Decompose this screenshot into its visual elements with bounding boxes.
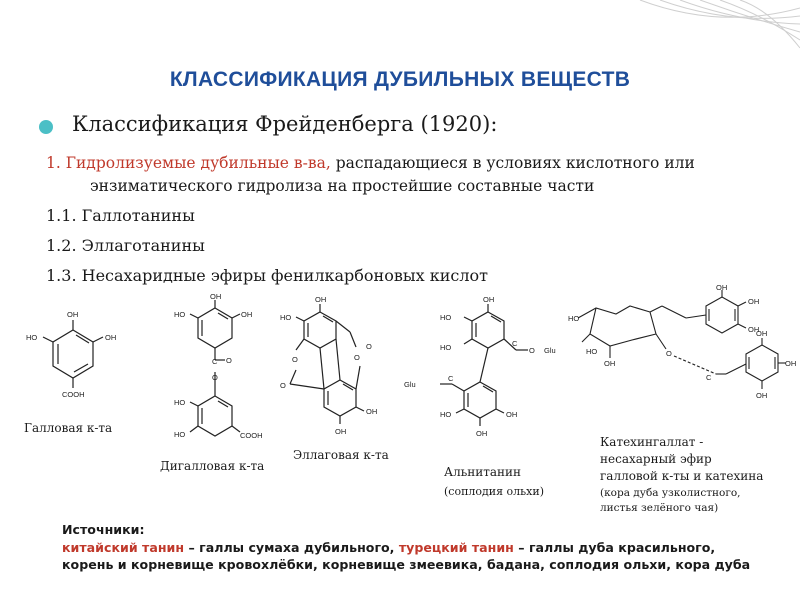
- corner-decoration: [580, 0, 800, 70]
- sources-line: [62, 539, 750, 557]
- item-ellagitannins: 1.2. Эллаготанины: [46, 236, 205, 255]
- item-nonsugar-esters: 1.3. Несахаридные эфиры фенилкарбоновых кислот: [46, 266, 488, 285]
- sources-line: корень и корневище кровохлёбки, корневище змеевика, бадана, соплодия ольхи, кора дуба: [62, 557, 751, 572]
- ho-label: HO: [586, 347, 598, 356]
- ho-label: HO: [280, 313, 292, 322]
- category-1-highlight: 1. Гидролизуемые дубильные в-ва,: [46, 154, 331, 172]
- ho-label: HO: [440, 343, 452, 352]
- category-1-line: [46, 154, 695, 172]
- category-1-rest: распадающиеся в условиях кислотного или: [330, 154, 695, 172]
- o-label: O: [280, 381, 286, 390]
- ho-label: HO: [568, 314, 580, 323]
- catechin-line: Катехингаллат -: [600, 435, 704, 449]
- o-label: O: [212, 373, 218, 382]
- o-label: O: [226, 356, 232, 365]
- catechin-line: галловой к-ты и катехина: [600, 469, 764, 483]
- c-label: C: [512, 339, 518, 348]
- catechin-gallate-structure: [566, 284, 800, 424]
- oh-label: OH: [476, 429, 488, 438]
- ho-label: HO: [440, 410, 452, 419]
- ho-label: HO: [174, 310, 186, 319]
- label-alnitanin: Альнитанин: [444, 465, 522, 479]
- digallic-acid-structure: [160, 292, 290, 457]
- glu-label: Glu: [544, 346, 556, 355]
- catechin-note-line: (кора дуба узколистного,: [600, 487, 741, 499]
- oh-label: OH: [506, 410, 518, 419]
- label-digallic-acid: Дигалловая к-та: [160, 459, 265, 473]
- cooh-label: COOH: [62, 390, 85, 399]
- o-label: O: [529, 346, 535, 355]
- oh-label: OH: [241, 310, 253, 319]
- oh-label: OH: [105, 333, 117, 342]
- oh-label: OH: [756, 391, 768, 400]
- oh-label: OH: [315, 295, 327, 304]
- o-label: O: [292, 355, 298, 364]
- oh-label: OH: [366, 407, 378, 416]
- alnitanin-structure: [400, 292, 570, 452]
- slide-title: КЛАССИФИКАЦИЯ ДУБИЛЬНЫХ ВЕЩЕСТВ: [169, 68, 631, 91]
- category-1-line2: энзиматического гидролиза на простейшие составные части: [90, 177, 595, 195]
- ho-label: HO: [174, 430, 186, 439]
- chinese-tannin: китайский танин: [62, 539, 185, 555]
- label-gallic-acid: Галловая к-та: [24, 421, 113, 435]
- sources-text: – галлы дуба красильного,: [513, 539, 716, 555]
- catechin-note-line: листья зелёного чая): [600, 502, 719, 514]
- c-label: C: [706, 373, 712, 382]
- glu-label: Glu: [404, 380, 416, 389]
- oh-label: OH: [335, 427, 347, 436]
- sources-text: – галлы сумаха дубильного,: [184, 539, 399, 555]
- cooh-label: COOH: [240, 431, 263, 440]
- ho-label: HO: [174, 398, 186, 407]
- oh-label: OH: [785, 359, 797, 368]
- oh-label: OH: [210, 292, 222, 301]
- gallic-acid-structure: [18, 300, 148, 420]
- label-catechin-gallate: [600, 434, 800, 485]
- ho-label: HO: [440, 313, 452, 322]
- c-label: C: [448, 374, 454, 383]
- label-catechin-note: [600, 486, 800, 516]
- oh-label: OH: [716, 284, 728, 292]
- ho-label: HO: [26, 333, 38, 342]
- turkish-tannin: турецкий танин: [398, 539, 514, 555]
- c-label: C: [212, 357, 218, 366]
- catechin-line: несахарный эфир: [600, 452, 712, 466]
- bullet-icon: [39, 120, 53, 134]
- sources-label: Источники:: [62, 522, 145, 537]
- o-label: O: [354, 353, 360, 362]
- oh-label: OH: [748, 325, 760, 334]
- oh-label: OH: [756, 329, 768, 338]
- sources-block: [62, 521, 750, 574]
- oh-label: OH: [748, 297, 760, 306]
- oh-label: OH: [67, 310, 79, 319]
- label-ellagic-acid: Эллаговая к-та: [293, 448, 389, 462]
- o-label: O: [366, 342, 372, 351]
- label-alnitanin-note: (соплодия ольхи): [444, 485, 544, 498]
- item-gallotannins: 1.1. Галлотанины: [46, 206, 195, 225]
- oh-label: OH: [483, 295, 495, 304]
- o-label: O: [666, 349, 672, 358]
- oh-label: OH: [604, 359, 616, 368]
- ellagic-acid-structure: [280, 292, 390, 442]
- classification-heading: Классификация Фрейденберга (1920):: [72, 112, 498, 136]
